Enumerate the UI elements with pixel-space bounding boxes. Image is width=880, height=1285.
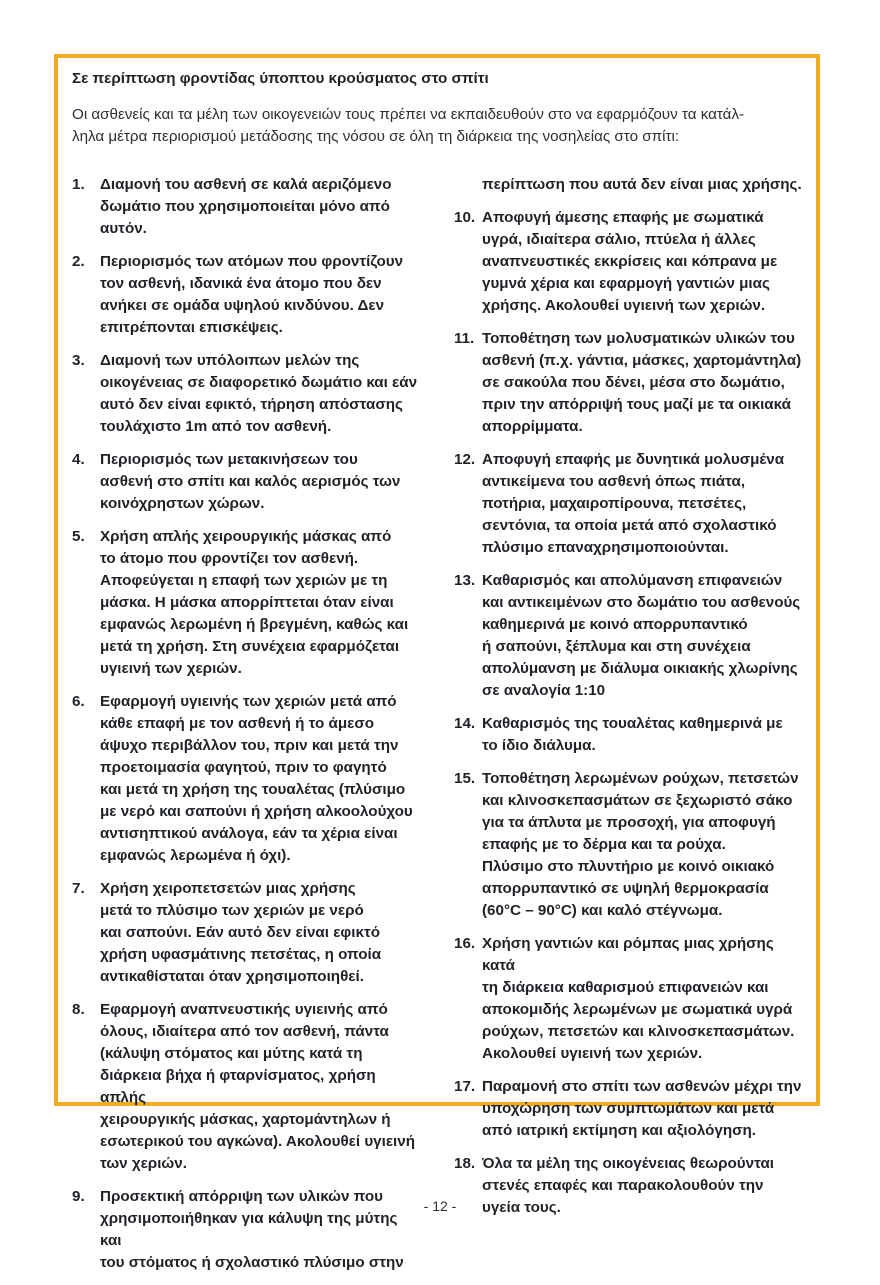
item-number: 4.	[72, 451, 85, 468]
item-number: 1.	[72, 176, 85, 193]
item-line: του στόματος ή σχολαστικό πλύσιμο στην	[100, 1254, 404, 1271]
list-item	[454, 933, 802, 1065]
item-number: 12.	[454, 451, 476, 468]
item-line: αντισηπτικού ανάλογα, εάν τα χέρια είναι	[100, 825, 398, 842]
item-text	[100, 691, 420, 867]
item-number: 15.	[454, 770, 476, 787]
item-line: ασθενή (π.χ. γάντια, μάσκες, χαρτομάντηλα)	[482, 352, 802, 369]
list-item	[454, 449, 802, 559]
item-line: των χεριών.	[100, 1155, 187, 1172]
item-number: 13.	[454, 572, 476, 589]
item-line: χρησιμοποιήθηκαν για κάλυψη της μύτης και	[100, 1210, 398, 1249]
item-text	[482, 207, 802, 317]
item-line: ανήκει σε ομάδα υψηλού κινδύνου. Δεν	[100, 297, 385, 314]
item-line: χειρουργικής μάσκας, χαρτομάντηλων ή	[100, 1111, 391, 1128]
item-line: υποχώρηση των συμπτωμάτων και μετά	[482, 1100, 775, 1117]
item-line: προετοιμασία φαγητού, πριν το φαγητό	[100, 759, 387, 776]
item-line: το άτομο που φροντίζει τον ασθενή.	[100, 550, 359, 567]
item-line: (60°C – 90°C) και καλό στέγνωμα.	[482, 902, 723, 919]
item-line: ποτήρια, μαχαιροπίρουνα, πετσέτες,	[482, 495, 747, 512]
item-line: ασθενή στο σπίτι και καλός αερισμός των	[100, 473, 401, 490]
item-line: άψυχο περιβάλλον του, πριν και μετά την	[100, 737, 399, 754]
item-line: από ιατρική εκτίμηση και αξιολόγηση.	[482, 1122, 756, 1139]
item-line: Χρήση απλής χειρουργικής μάσκας από	[100, 528, 392, 545]
item-line: το ίδιο διάλυμα.	[482, 737, 596, 754]
item-text	[482, 713, 802, 757]
item-line: υγιεινή των χεριών.	[100, 660, 242, 677]
item-line: με νερό και σαπούνι ή χρήση αλκοολούχου	[100, 803, 413, 820]
item-line: και κλινοσκεπασμάτων σε ξεχωριστό σάκο	[482, 792, 793, 809]
list-item	[72, 174, 420, 240]
item-number: 17.	[454, 1078, 476, 1095]
item-line: Πλύσιμο στο πλυντήριο με κοινό οικιακό	[482, 858, 775, 875]
list-item	[72, 251, 420, 339]
item-text	[482, 933, 802, 1065]
intro-line: Οι ασθενείς και τα μέλη των οικογενειών τους πρέπει να εκπαιδευθούν στο να εφαρμόζουν τα κατάλ-	[72, 106, 745, 123]
item-line: κοινόχρηστων χώρων.	[100, 495, 265, 512]
item-text	[482, 328, 802, 438]
item-line: και αντικειμένων στο δωμάτιο του ασθενούς	[482, 594, 801, 611]
item-line: σεντόνια, τα οποία μετά από σχολαστικό	[482, 517, 777, 534]
item-line: Χρήση γαντιών και ρόμπας μιας χρήσης κατά	[482, 935, 774, 974]
item-text	[100, 251, 420, 339]
intro-line: ληλα μέτρα περιορισμού μετάδοσης της νόσου σε όλη τη διάρκεια της νοσηλείας στο σπίτι:	[72, 128, 680, 145]
item-number: 3.	[72, 352, 85, 369]
item-line: ρούχων, πετσετών και κλινοσκεπασμάτων.	[482, 1023, 795, 1040]
item-line: υγρά, ιδιαίτερα σάλιο, πτύελα ή άλλες	[482, 231, 756, 248]
item-line: και σαπούνι. Εάν αυτό δεν είναι εφικτό	[100, 924, 381, 941]
item-text	[482, 570, 802, 702]
item-line: πριν την απόρριψή τους μαζί με τα οικιακά	[482, 396, 791, 413]
item-line: απορρίμματα.	[482, 418, 583, 435]
item-line: (κάλυψη στόματος και μύτης κατά τη	[100, 1045, 363, 1062]
item-number: 18.	[454, 1155, 476, 1172]
item-number: 8.	[72, 1001, 85, 1018]
item-line: χρήσης. Ακολουθεί υγιεινή των χεριών.	[482, 297, 766, 314]
item-line: Εφαρμογή υγιεινής των χεριών μετά από	[100, 693, 397, 710]
item-line: σε σακούλα που δένει, μέσα στο δωμάτιο,	[482, 374, 785, 391]
two-column-list	[72, 174, 802, 1285]
item-number: 16.	[454, 935, 476, 952]
item-line: αντικαθίσταται όταν χρησιμοποιηθεί.	[100, 968, 364, 985]
item-line: Ακολουθεί υγιεινή των χεριών.	[482, 1045, 703, 1062]
item-text	[100, 174, 420, 240]
item-line: Προσεκτική απόρριψη των υλικών που	[100, 1188, 383, 1205]
item-text	[482, 768, 802, 922]
page-number: - 12 -	[423, 1198, 457, 1214]
item-line: Περιορισμός των μετακινήσεων του	[100, 451, 358, 468]
item-number: 5.	[72, 528, 85, 545]
item-line: διάρκεια βήχα ή φταρνίσματος, χρήση απλής	[100, 1067, 376, 1106]
item-line: επαφής με το δέρμα και τα ρούχα.	[482, 836, 726, 853]
list-item	[72, 999, 420, 1175]
list-item	[72, 878, 420, 988]
item-line: Παραμονή στο σπίτι των ασθενών μέχρι την	[482, 1078, 802, 1095]
list-item	[72, 691, 420, 867]
item-line: σε αναλογία 1:10	[482, 682, 606, 699]
item-line: αντικείμενα του ασθενή όπως πιάτα,	[482, 473, 746, 490]
item-line: Καθαρισμός και απολύμανση επιφανειών	[482, 572, 783, 589]
item-line: μάσκα. Η μάσκα απορρίπτεται όταν είναι	[100, 594, 394, 611]
item-line: τουλάχιστο 1m από τον ασθενή.	[100, 418, 332, 435]
item-line: υγεία τους.	[482, 1199, 561, 1216]
item-line: Αποφυγή επαφής με δυνητικά μολυσμένα	[482, 451, 785, 468]
item-line: Όλα τα μέλη της οικογένειας θεωρούνται	[482, 1155, 774, 1172]
item-number: 9.	[72, 1188, 85, 1205]
list-item	[454, 570, 802, 702]
item-line: Καθαρισμός της τουαλέτας καθημερινά με	[482, 715, 783, 732]
item-line: και μετά τη χρήση της τουαλέτας (πλύσιμο	[100, 781, 406, 798]
item-line: πλύσιμο επαναχρησιμοποιούνται.	[482, 539, 729, 556]
item-line: Διαμονή του ασθενή σε καλά αεριζόμενο	[100, 176, 392, 193]
item-number: 2.	[72, 253, 85, 270]
item-line: δωμάτιο που χρησιμοποιείται μόνο από	[100, 198, 390, 215]
item-line: Χρήση χειροπετσετών μιας χρήσης	[100, 880, 356, 897]
item-line: μετά το πλύσιμο των χεριών με νερό	[100, 902, 364, 919]
item-line: περίπτωση που αυτά δεν είναι μιας χρήσης.	[482, 176, 802, 193]
left-column	[72, 174, 420, 1285]
intro-paragraph	[72, 104, 802, 148]
item-line: απορρυπαντικό σε υψηλή θερμοκρασία	[482, 880, 769, 897]
item-line: εμφανώς λερωμένη ή βρεγμένη, καθώς και	[100, 616, 409, 633]
item-line: κάθε επαφή με τον ασθενή ή το άμεσο	[100, 715, 375, 732]
item-line: απολύμανση με διάλυμα οικιακής χλωρίνης	[482, 660, 798, 677]
item-number: 6.	[72, 693, 85, 710]
item-line: αναπνευστικές εκκρίσεις και κόπρανα με	[482, 253, 778, 270]
item-line: χρήση υφασμάτινης πετσέτας, η οποία	[100, 946, 382, 963]
item-number: 11.	[454, 330, 475, 347]
item-line: Τοποθέτηση λερωμένων ρούχων, πετσετών	[482, 770, 799, 787]
list-item	[454, 207, 802, 317]
item-line: μετά τη χρήση. Στη συνέχεια εφαρμόζεται	[100, 638, 400, 655]
list-item	[454, 1076, 802, 1142]
item-line: εσωτερικού του αγκώνα). Ακολουθεί υγιεινή	[100, 1133, 415, 1150]
item-line: αυτό δεν είναι εφικτό, τήρηση απόστασης	[100, 396, 403, 413]
item-text	[482, 1076, 802, 1142]
list-item	[72, 350, 420, 438]
item-line: τον ασθενή, ιδανικά ένα άτομο που δεν	[100, 275, 382, 292]
item-line: αυτόν.	[100, 220, 147, 237]
item-line: εμφανώς λερωμένα ή όχι).	[100, 847, 291, 864]
item-line: Περιορισμός των ατόμων που φροντίζουν	[100, 253, 404, 270]
item-line: τη διάρκεια καθαρισμού επιφανειών και	[482, 979, 769, 996]
item-text	[482, 449, 802, 559]
item-line: Τοποθέτηση των μολυσματικών υλικών του	[482, 330, 795, 347]
item-line: ή σαπούνι, ξέπλυμα και στη συνέχεια	[482, 638, 751, 655]
section-title: Σε περίπτωση φροντίδας ύποπτου κρούσματος στο σπίτι	[72, 70, 489, 87]
right-column	[454, 174, 802, 1285]
item-line: Εφαρμογή αναπνευστικής υγιεινής από	[100, 1001, 388, 1018]
item-line: Διαμονή των υπόλοιπων μελών της	[100, 352, 360, 369]
item-text	[100, 350, 420, 438]
item-line: οικογένειας σε διαφορετικό δωμάτιο και εάν	[100, 374, 418, 391]
item-line: καθημερινά με κοινό απορρυπαντικό	[482, 616, 748, 633]
list-item	[72, 449, 420, 515]
item-line: επιτρέπονται επισκέψεις.	[100, 319, 283, 336]
item-line: αποκομιδής λερωμένων με σωματικά υγρά	[482, 1001, 793, 1018]
list-item	[454, 328, 802, 438]
item-number: 10.	[454, 209, 476, 226]
info-box	[54, 54, 820, 1271]
item-line: όλους, ιδιαίτερα από τον ασθενή, πάντα	[100, 1023, 389, 1040]
item-line: για τα άπλυτα με προσοχή, για αποφυγή	[482, 814, 776, 831]
list-item	[72, 526, 420, 680]
item-text	[100, 999, 420, 1175]
item-text	[100, 878, 420, 988]
item-line: Αποφυγή άμεσης επαφής με σωματικά	[482, 209, 764, 226]
item-line: γυμνά χέρια και εφαρμογή γαντιών μιας	[482, 275, 770, 292]
list-item-continuation	[454, 174, 802, 196]
item-number: 7.	[72, 880, 85, 897]
item-number: 14.	[454, 715, 476, 732]
list-item	[454, 768, 802, 922]
item-line: Αποφεύγεται η επαφή των χεριών με τη	[100, 572, 388, 589]
list-item	[454, 713, 802, 757]
item-text	[100, 449, 420, 515]
item-text	[100, 526, 420, 680]
item-line: στενές επαφές και παρακολουθούν την	[482, 1177, 764, 1194]
